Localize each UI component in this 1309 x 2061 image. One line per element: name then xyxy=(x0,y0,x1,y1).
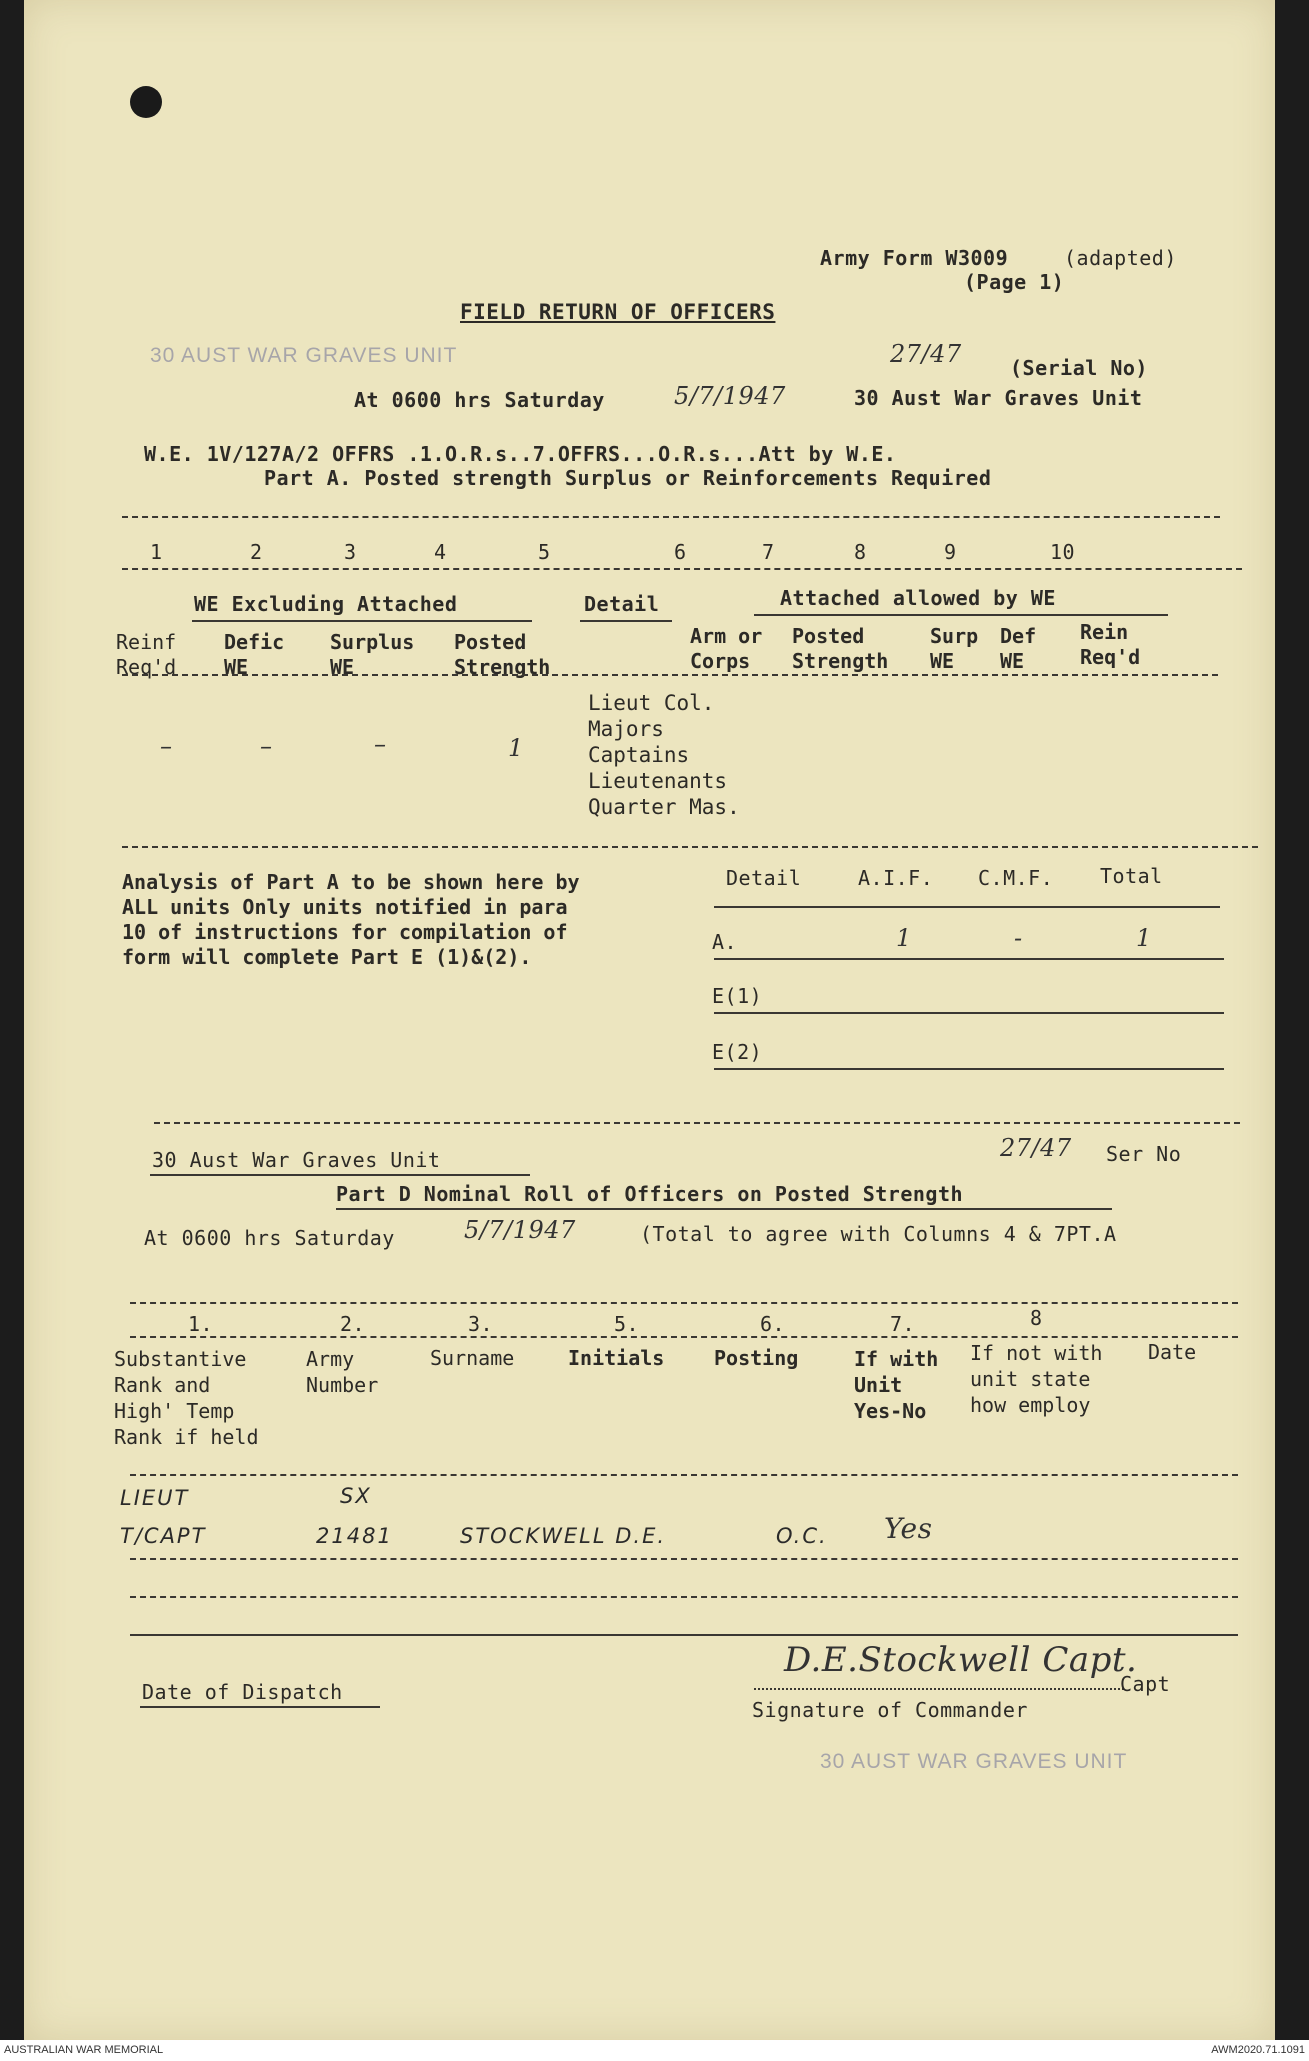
rank-majors: Majors xyxy=(588,717,664,741)
rule xyxy=(580,620,672,622)
punch-hole xyxy=(130,86,162,118)
rule xyxy=(336,1208,1112,1210)
rule xyxy=(130,1474,1238,1476)
rank-quarter-mas: Quarter Mas. xyxy=(588,795,740,819)
entry-number-line2: 21481 xyxy=(316,1524,393,1548)
header-defic: Defic WE xyxy=(224,630,285,679)
at-line-prefix: At 0600 hrs Saturday xyxy=(354,388,605,412)
d-col-num-5: 6. xyxy=(760,1312,786,1336)
d-header-surname: Surname xyxy=(430,1346,515,1370)
header-surp: Surp WE xyxy=(930,624,979,673)
signature-line xyxy=(754,1688,1124,1690)
d-header-posting: Posting xyxy=(714,1346,799,1370)
adapted-label: (adapted) xyxy=(1064,246,1177,270)
rule xyxy=(122,846,1258,848)
d-header-rank: Substantive Rank and High' Temp Rank if held xyxy=(114,1347,259,1449)
col-num-10: 10 xyxy=(1050,540,1076,564)
entry-posting: O.C. xyxy=(776,1524,828,1548)
part-d-unit: 30 Aust War Graves Unit xyxy=(152,1148,441,1172)
col-num-6: 6 xyxy=(674,540,687,564)
footer-right: AWM2020.71.1091 xyxy=(1211,2044,1305,2056)
rule xyxy=(754,614,1168,616)
entry-rank-line1: LIEUT xyxy=(120,1486,190,1510)
rule xyxy=(130,1558,1238,1560)
rule xyxy=(714,958,1224,960)
col-num-2: 2 xyxy=(250,540,263,564)
entry-reinf: – xyxy=(160,732,173,760)
part-d-at-prefix: At 0600 hrs Saturday xyxy=(144,1226,395,1250)
d-header-not-with-unit: If not with unit state how employ xyxy=(970,1341,1103,1417)
rule xyxy=(130,1302,1238,1304)
analysis-text: Analysis of Part A to be shown here by ALL units Only units notified in para 10 of instructions for compilation of form will complete Part E (1)&(2). xyxy=(122,870,580,969)
page-label: (Page 1) xyxy=(964,270,1065,294)
d-col-num-4: 5. xyxy=(614,1312,640,1336)
rule xyxy=(130,1336,1238,1338)
part-d-serial-label: Ser No xyxy=(1106,1142,1182,1166)
rule xyxy=(122,568,1242,570)
d-header-initials: Initials xyxy=(568,1346,665,1370)
analysis-header-cmf: C.M.F. xyxy=(978,866,1054,890)
commander-signature: D.E.Stockwell Capt. xyxy=(784,1640,1138,1680)
rank-suffix: Capt xyxy=(1120,1672,1171,1696)
header-rein: Rein Req'd xyxy=(1080,620,1141,669)
rule xyxy=(122,674,1218,676)
rule xyxy=(140,1706,380,1708)
rule xyxy=(150,1174,530,1176)
col-num-5: 5 xyxy=(538,540,551,564)
entry-surname-initials: STOCKWELL D.E. xyxy=(460,1524,667,1548)
ranks-list xyxy=(588,690,740,820)
part-d-title: Part D Nominal Roll of Officers on Posted Strength xyxy=(336,1182,964,1206)
entry-rank-line2: T/CAPT xyxy=(120,1524,207,1548)
group-attached: Attached allowed by WE xyxy=(780,586,1056,610)
rule xyxy=(192,620,532,622)
header-att-posted: Posted Strength xyxy=(792,624,889,673)
d-col-num-2: 2. xyxy=(340,1312,366,1336)
d-col-num-6: 7. xyxy=(890,1312,916,1336)
header-arm-corps: Arm or Corps xyxy=(690,624,763,673)
col-num-7: 7 xyxy=(762,540,775,564)
entry-defic: – xyxy=(260,732,273,760)
d-header-with-unit: If with Unit Yes-No xyxy=(854,1347,939,1423)
part-d-date-value: 5/7/1947 xyxy=(464,1216,576,1244)
col-num-4: 4 xyxy=(434,540,447,564)
document-page xyxy=(24,0,1275,2040)
rule xyxy=(130,1596,1238,1598)
analysis-row-a-total: 1 xyxy=(1136,924,1152,952)
we-line: W.E. 1V/127A/2 OFFRS .1.O.R.s..7.OFFRS...O.R.s...Att by W.E. xyxy=(144,442,897,466)
date-value: 5/7/1947 xyxy=(674,382,786,410)
header-def: Def WE xyxy=(1000,624,1037,673)
col-num-3: 3 xyxy=(344,540,357,564)
group-we: WE Excluding Attached xyxy=(194,592,458,616)
part-d-note: (Total to agree with Columns 4 & 7PT.A xyxy=(640,1222,1117,1246)
signature-label: Signature of Commander xyxy=(752,1698,1028,1722)
d-col-num-3: 3. xyxy=(468,1312,494,1336)
analysis-row-e1-label: E(1) xyxy=(712,984,763,1008)
analysis-header-aif: A.I.F. xyxy=(858,866,934,890)
group-detail: Detail xyxy=(584,592,660,616)
rule xyxy=(154,1122,1240,1124)
analysis-row-a-cmf: - xyxy=(1014,924,1023,952)
analysis-header-detail: Detail xyxy=(726,866,802,890)
header-reinf: Reinf Req'd xyxy=(116,630,177,679)
rule xyxy=(122,516,1220,518)
col-num-1: 1 xyxy=(150,540,163,564)
analysis-row-a-label: A. xyxy=(712,930,738,954)
entry-with-unit: Yes xyxy=(884,1512,933,1545)
header-posted: Posted Strength xyxy=(454,630,551,679)
army-form-label: Army Form W3009 xyxy=(820,246,1009,270)
archive-footer xyxy=(0,2040,1309,2061)
rule xyxy=(714,1068,1224,1070)
entry-surplus: – xyxy=(374,730,387,758)
rule xyxy=(714,1012,1224,1014)
d-col-num-1: 1. xyxy=(188,1312,214,1336)
d-header-date: Date xyxy=(1148,1340,1197,1364)
part-a-title: Part A. Posted strength Surplus or Reinforcements Required xyxy=(264,466,992,490)
rank-captains: Captains xyxy=(588,743,690,767)
rank-lieut-col: Lieut Col. xyxy=(588,691,715,715)
rule xyxy=(714,906,1220,908)
d-col-num-7: 8 xyxy=(1030,1306,1043,1330)
rule xyxy=(130,1634,1238,1636)
entry-posted: 1 xyxy=(508,734,524,762)
analysis-row-e2-label: E(2) xyxy=(712,1040,763,1064)
date-of-dispatch-label: Date of Dispatch xyxy=(142,1680,343,1704)
unit-stamp-bottom: 30 AUST WAR GRAVES UNIT xyxy=(820,1750,1128,1773)
form-title: FIELD RETURN OF OFFICERS xyxy=(460,300,776,324)
col-num-8: 8 xyxy=(854,540,867,564)
part-d-serial-value: 27/47 xyxy=(1000,1134,1072,1162)
header-surplus: Surplus WE xyxy=(330,630,415,679)
col-num-9: 9 xyxy=(944,540,957,564)
footer-left: AUSTRALIAN WAR MEMORIAL xyxy=(4,2044,164,2056)
unit-name: 30 Aust War Graves Unit xyxy=(854,386,1143,410)
serial-value: 27/47 xyxy=(890,340,962,368)
entry-number-line1: SX xyxy=(340,1484,372,1508)
analysis-header-total: Total xyxy=(1100,864,1163,888)
analysis-row-a-aif: 1 xyxy=(896,924,912,952)
rank-lieutenants: Lieutenants xyxy=(588,769,728,793)
d-header-army-number: Army Number xyxy=(306,1347,379,1397)
unit-stamp-top: 30 AUST WAR GRAVES UNIT xyxy=(150,344,458,367)
serial-label: (Serial No) xyxy=(1010,356,1148,380)
